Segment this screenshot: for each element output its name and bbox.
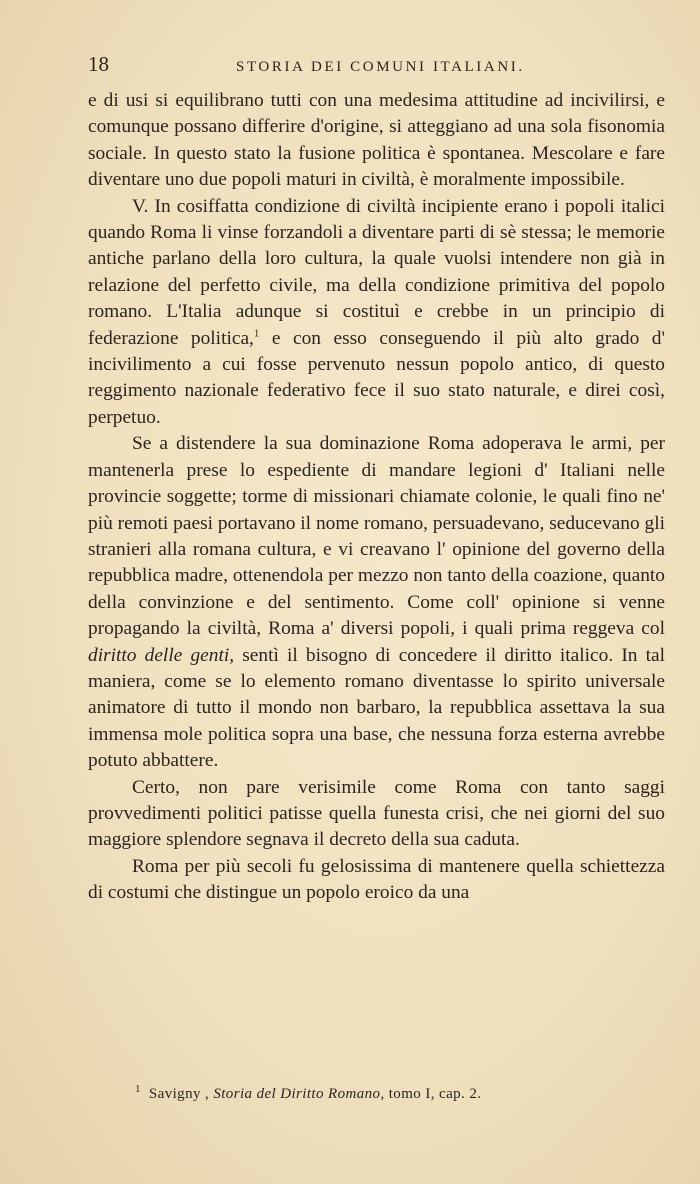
paragraph-3: [88, 431, 665, 774]
body-text: [88, 88, 665, 907]
footnote-reference: 1: [253, 327, 260, 340]
paragraph-2: [88, 194, 665, 432]
footnote-title: Storia del Diritto Romano: [213, 1086, 381, 1102]
running-title: STORIA DEI COMUNI ITALIANI.: [236, 59, 525, 75]
paragraph-5: Roma per più secoli fu gelosissima di mantenere quella schiettezza di costumi che distingue un popolo eroico da una: [88, 855, 665, 904]
page-header: [88, 52, 660, 82]
paragraph-3-text-b: sentì il bisogno di concedere il diritto italico. In tal maniera, come se lo elemento romano diventasse lo spirito universale animatore di tutto il mondo non barbaro, la repubblica assettava la sua immensa mole politica sopra una base, che nessuna forza esterna avrebbe potuto abbattere.: [88, 644, 665, 772]
footnote-mark: 1: [135, 1083, 141, 1095]
footnote-rest: , tomo I, cap. 2.: [380, 1086, 482, 1102]
paragraph-3-text-a: Se a distendere la sua dominazione Roma adoperava le armi, per mantenerla prese lo espediente di mandare legioni d' Italiani nelle provincie soggette; torme di missionari chiamate colonie, le quali fino ne' più remoti paesi portavano il nome romano, persuadevano, seducevano gli stranieri alla romana cultura, e vi creavano l' opinione del governo della repubblica madre, ottenendola per mezzo non tanto della coazione, quanto della convinzione e del sentimento. Come coll' opinione si venne propagando la civiltà, Roma a' diversi popoli, i quali prima reggeva col: [88, 433, 665, 640]
paragraph-4: Certo, non pare verisimile come Roma con tanto saggi provvedimenti politici patisse quella funesta crisi, che nei giorni del suo maggiore splendore segnava il decreto della sua caduta.: [88, 776, 665, 851]
paragraph-3-italic: diritto delle genti,: [88, 644, 235, 666]
paragraph-1: e di usi si equilibrano tutti con una medesima attitudine ad incivilirsi, e comunque possano differire d'origine, si atteggiano ad una sola fisonomia sociale. In questo stato la fusione politica è spontanea. Mescolare e fare diventare uno due popoli maturi in civiltà, è moralmente impossibile.: [88, 90, 665, 191]
footnote: [135, 1083, 481, 1103]
footnote-author: Savigny ,: [148, 1086, 210, 1102]
paragraph-2-text-a: V. In cosiffatta condizione di civiltà incipiente erano i popoli italici quando Roma li vinse forzandoli a diventare parti di sè stessa; le memorie antiche parlano della loro cultura, la quale vuolsi intendere non già in relazione del perfetto civile, ma della condizione primitiva del popolo romano. L'Italia adunque si costituì e crebbe in un principio di federazione politica,: [88, 195, 665, 349]
paragraph-2-text-b: e con esso conseguendo il più alto grado d' incivilimento a cui fosse pervenuto nessun popolo antico, di questo reggimento nazionale federativo fece il suo stato naturale, e direi così, perpetuo.: [88, 327, 666, 428]
page-number: 18: [88, 52, 109, 76]
